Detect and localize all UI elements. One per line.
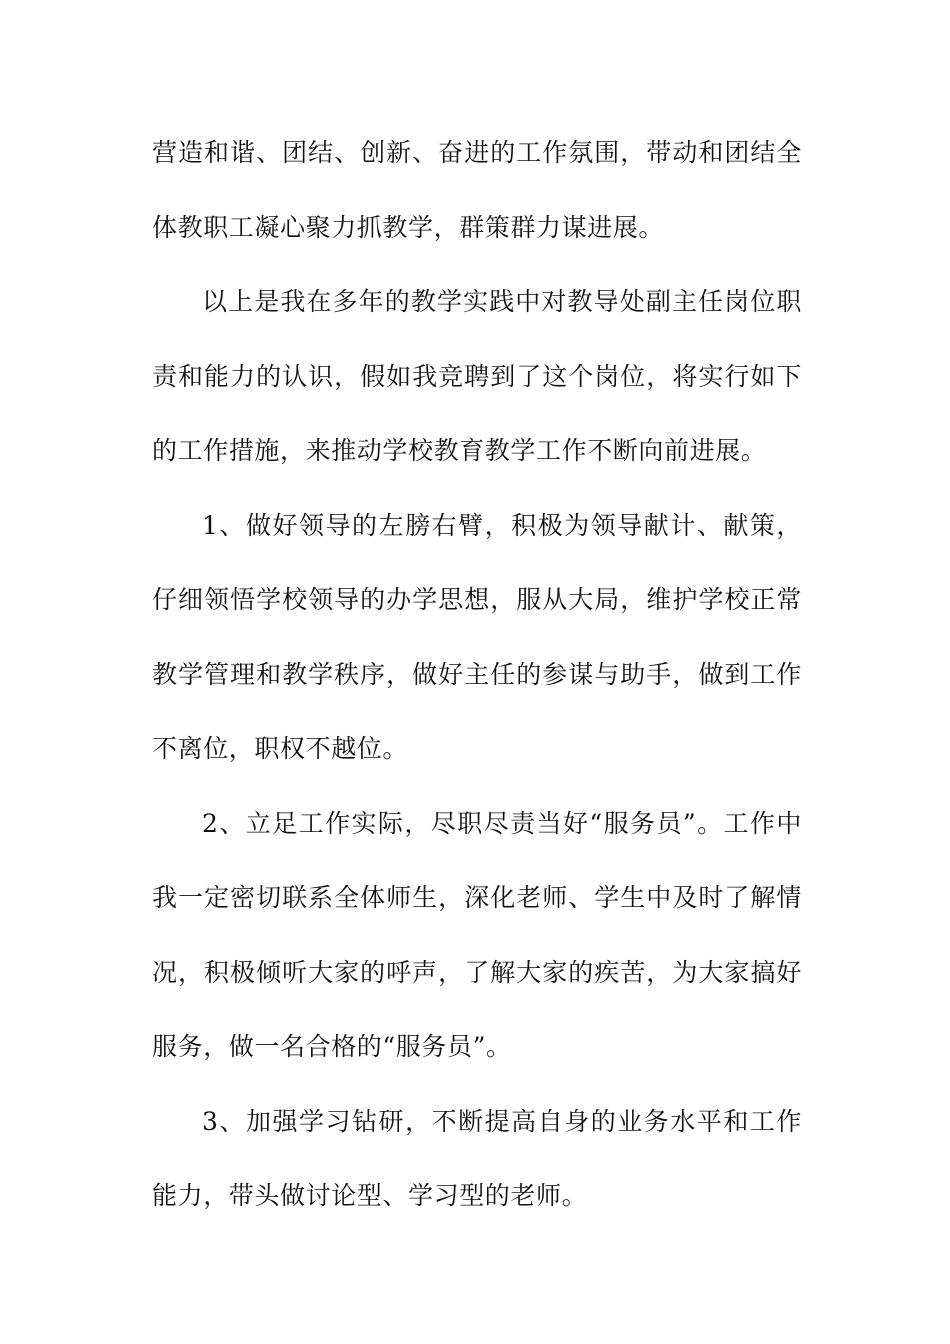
paragraph-2: 以上是我在多年的教学实践中对教导处副主任岗位职责和能力的认识，假如我竞聘到了这个岗位，将实行如下的工作措施，来推动学校教育教学工作不断向前进展。: [152, 287, 802, 465]
paragraph-4: 2、立足工作实际，尽职尽责当好“服务员”。工作中我一定密切联系全体师生，深化老师、学生中及时了解情况，积极倾听大家的呼声，了解大家的疾苦，为大家搞好服务，做一名合格的“服务员”。: [152, 808, 802, 1061]
paragraph-3: 1、做好领导的左膀右臂，积极为领导献计、献策，仔细领悟学校领导的办学思想，服从大局，维护学校正常教学管理和教学秩序，做好主任的参谋与助手，做到工作不离位，职权不越位。: [152, 510, 802, 763]
document-body: [152, 116, 802, 1234]
paragraph-5: 3、加强学习钻研，不断提高自身的业务水平和工作能力，带头做讨论型、学习型的老师。: [152, 1106, 802, 1210]
paragraph-1: 营造和谐、团结、创新、奋进的工作氛围，带动和团结全体教职工凝心聚力抓教学，群策群力谋进展。: [152, 138, 802, 242]
